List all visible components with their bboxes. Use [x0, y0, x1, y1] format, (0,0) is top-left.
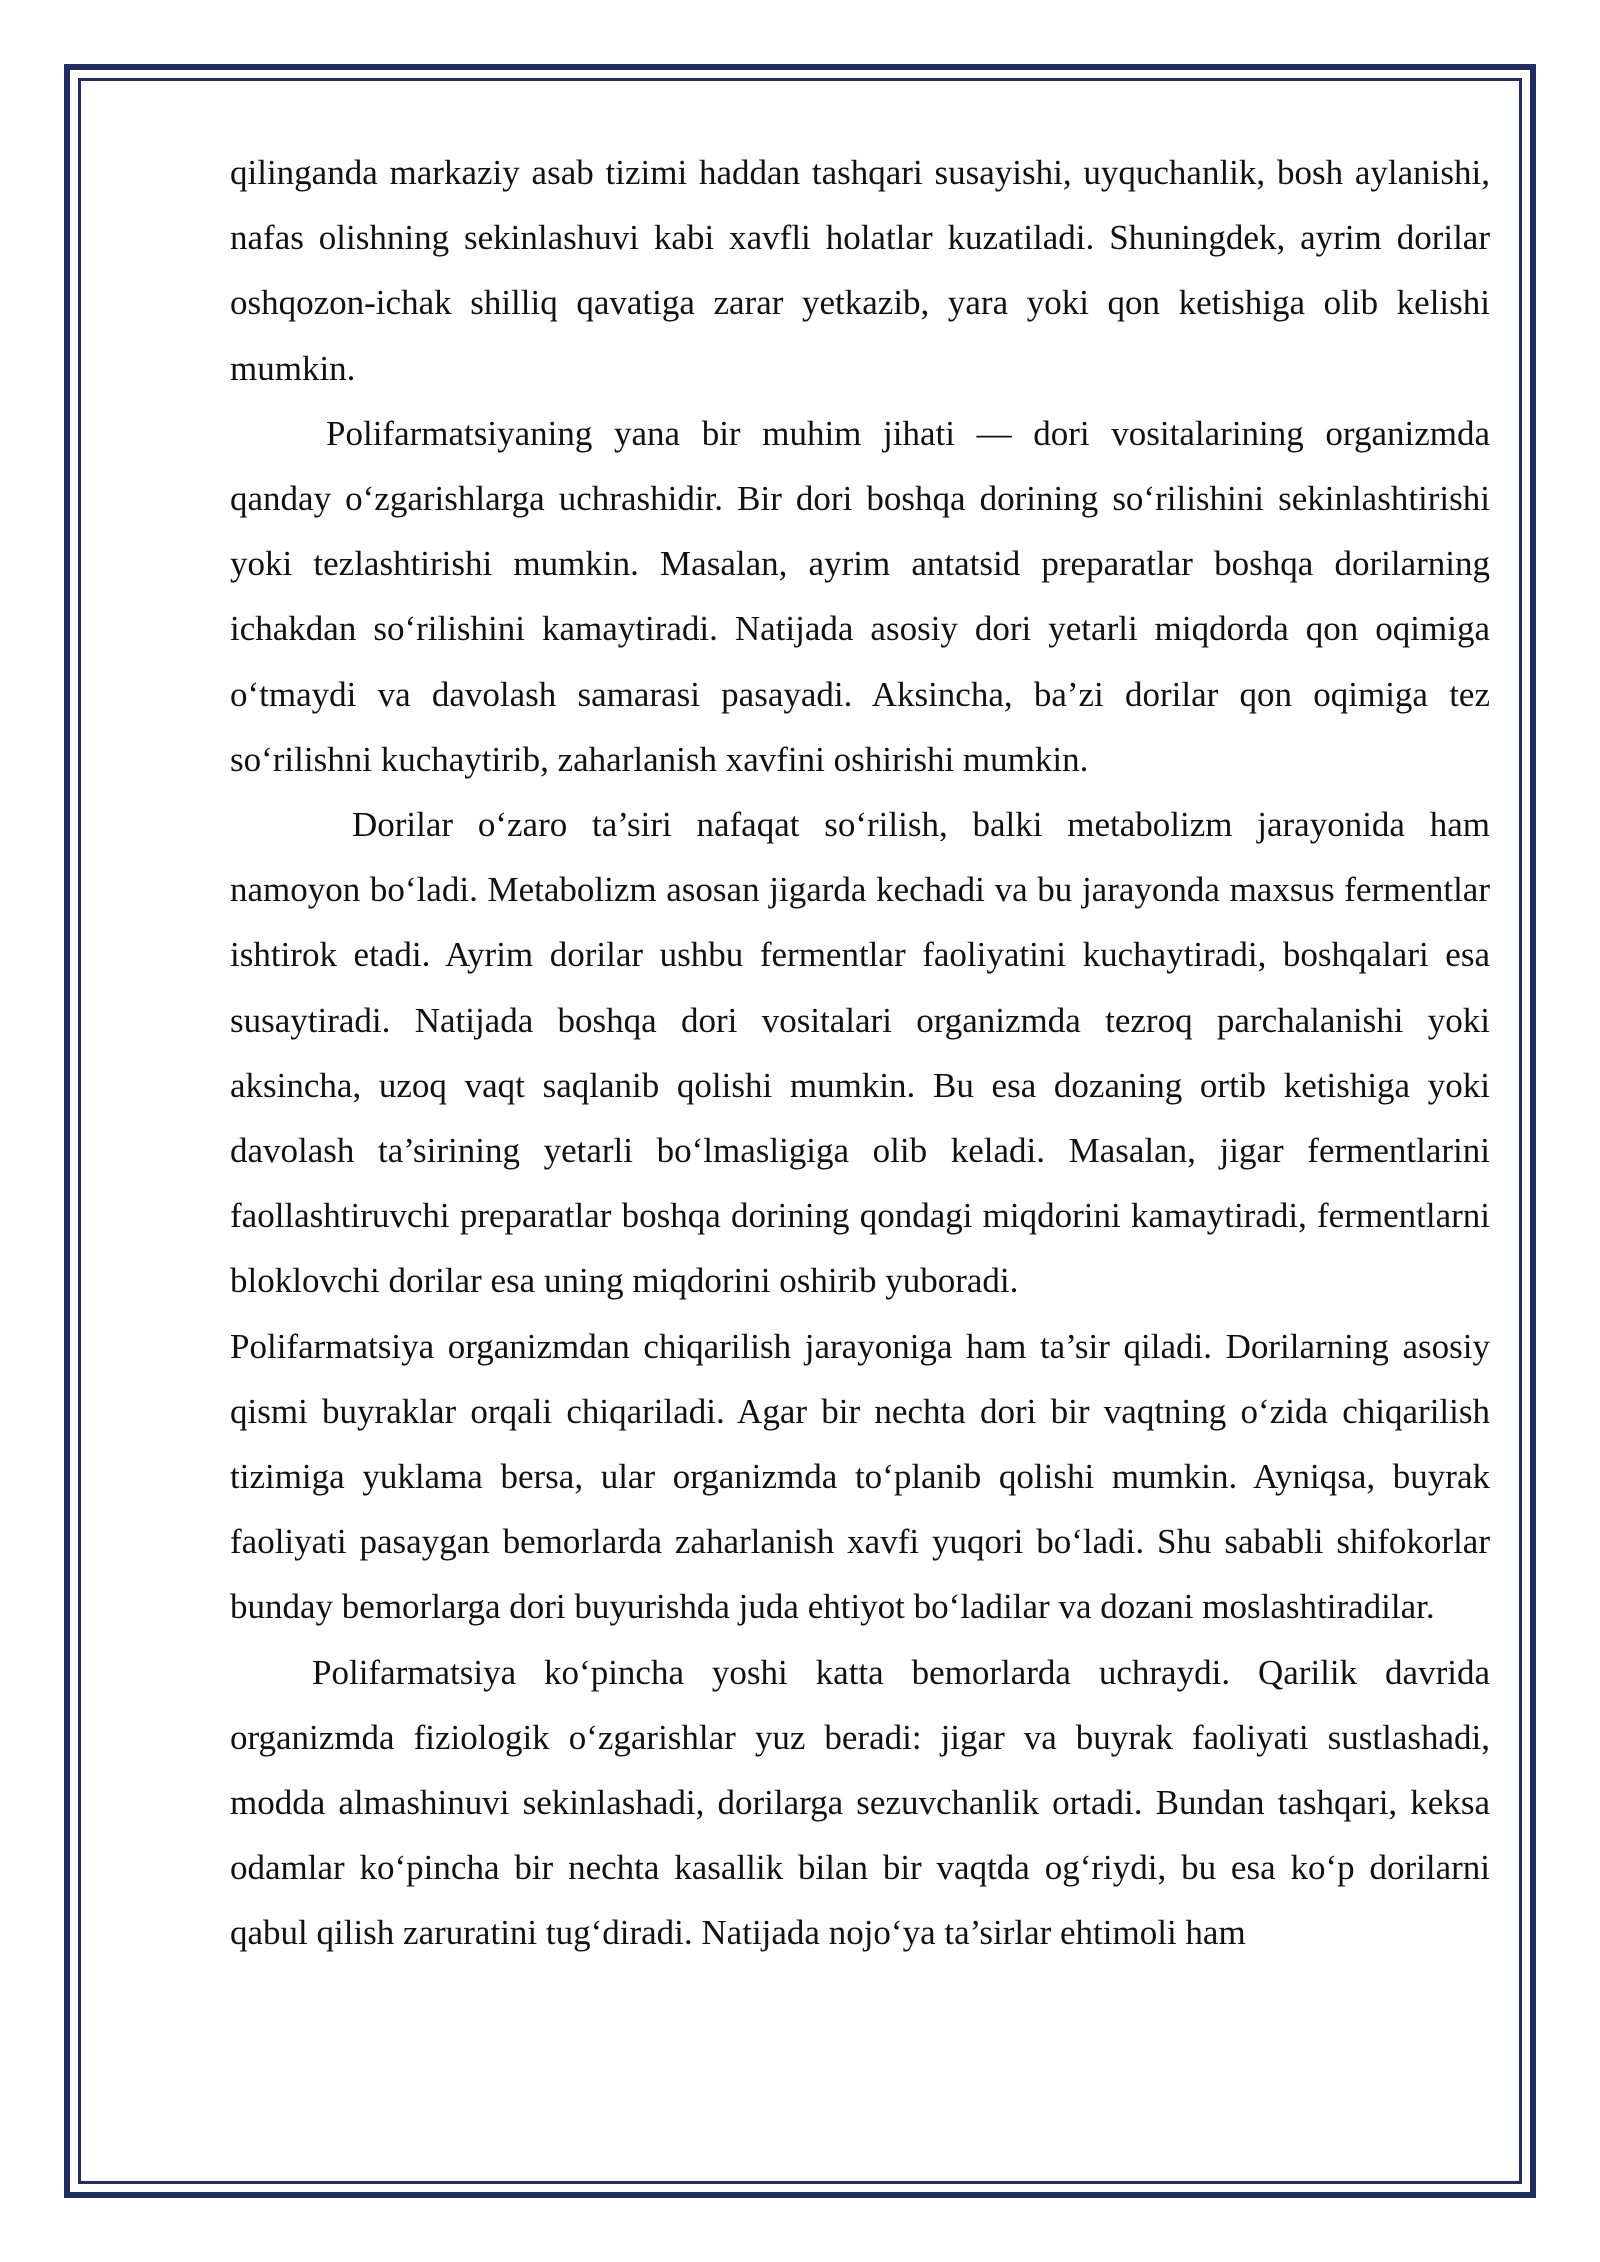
- document-body: [230, 140, 1490, 1966]
- paragraph-4: Polifarmatsiya organizmdan chiqarilish jarayoniga ham ta’sir qiladi. Dorilarning asosiy qismi buyraklar orqali chiqariladi. Agar bir nechta dori bir vaqtning o‘zida chiqarilish tizimiga yuklama bersa, ular organizmda to‘planib qolishi mumkin. Ayniqsa, buyrak faoliyati pasaygan bemorlarda zaharlanish xavfi yuqori bo‘ladi. Shu sababli shifokorlar bunday bemorlarga dori buyurishda juda ehtiyot bo‘ladilar va dozani moslashtiradilar.: [230, 1326, 1490, 1627]
- paragraph-1: qilinganda markaziy asab tizimi haddan tashqari susayishi, uyquchanlik, bosh aylanishi, nafas olishning sekinlashuvi kabi xavfli holatlar kuzatiladi. Shuningdek, ayrim dorilar oshqozon-ichak shilliq qavatiga zarar yetkazib, yara yoki qon ketishiga olib kelishi mumkin.: [230, 153, 1490, 388]
- paragraph-5: Polifarmatsiya ko‘pincha yoshi katta bemorlarda uchraydi. Qarilik davrida organizmda fiziologik o‘zgarishlar yuz beradi: jigar va buyrak faoliyati sustlashadi, modda almashinuvi sekinlashadi, dorilarga sezuvchanlik ortadi. Bundan tashqari, keksa odamlar ko‘pincha bir nechta kasallik bilan bir vaqtda og‘riydi, bu esa ko‘p dorilarni qabul qilish zaruratini tug‘diradi. Natijada nojo‘ya ta’sirlar ehtimoli ham: [230, 1652, 1490, 1953]
- paragraph-2: Polifarmatsiyaning yana bir muhim jihati — dori vositalarining organizmda qanday o‘zgarishlarga uchrashidir. Bir dori boshqa dorining so‘rilishini sekinlashtirishi yoki tezlashtirishi mumkin. Masalan, ayrim antatsid preparatlar boshqa dorilarning ichakdan so‘rilishini kamaytiradi. Natijada asosiy dori yetarli miqdorda qon oqimiga o‘tmaydi va davolash samarasi pasayadi. Aksincha, ba’zi dorilar qon oqimiga tez so‘rilishni kuchaytirib, zaharlanish xavfini oshirishi mumkin.: [230, 413, 1490, 779]
- paragraph-3: Dorilar o‘zaro ta’siri nafaqat so‘rilish, balki metabolizm jarayonida ham namoyon bo‘ladi. Metabolizm asosan jigarda kechadi va bu jarayonda maxsus fermentlar ishtirok etadi. Ayrim dorilar ushbu fermentlar faoliyatini kuchaytiradi, boshqalari esa susaytiradi. Natijada boshqa dori vositalari organizmda tezroq parchalanishi yoki aksincha, uzoq vaqt saqlanib qolishi mumkin. Bu esa dozaning ortib ketishiga yoki davolash ta’sirining yetarli bo‘lmasligiga olib keladi. Masalan, jigar fermentlarini faollashtiruvchi preparatlar boshqa dorining qondagi miqdorini kamaytiradi, fermentlarni bloklovchi dorilar esa uning miqdorini oshirib yuboradi.: [230, 805, 1490, 1301]
